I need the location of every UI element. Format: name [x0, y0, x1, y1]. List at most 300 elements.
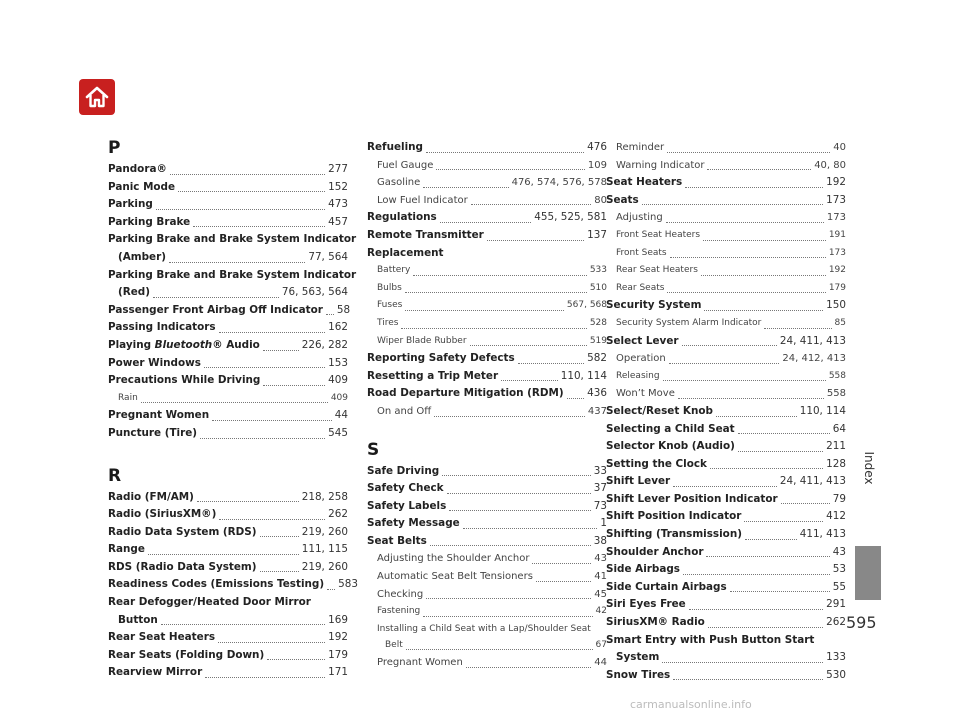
index-entry[interactable] — [108, 559, 348, 577]
index-entry[interactable] — [367, 463, 607, 481]
entry-pages[interactable]: 457 — [328, 215, 348, 228]
entry-label: Shift Lever Position Indicator — [606, 492, 778, 505]
entry-pages[interactable]: 24, 411, 413 — [779, 475, 846, 488]
entry-pages[interactable]: 41 — [594, 571, 607, 583]
entry-pages[interactable]: 53 — [832, 563, 846, 576]
entry-label: Shifting (Transmission) — [606, 528, 742, 541]
entry-pages[interactable]: 152 — [328, 180, 348, 193]
leader-dots — [501, 371, 558, 381]
leader-dots — [738, 424, 830, 434]
entry-pages[interactable]: 73 — [593, 499, 607, 512]
entry-pages[interactable]: 67 — [595, 639, 607, 650]
leader-dots — [667, 143, 830, 153]
entry-pages[interactable]: 128 — [826, 457, 846, 470]
index-subentry[interactable] — [606, 385, 846, 403]
index-label: Index — [862, 451, 876, 485]
entry-label: Seats — [606, 193, 639, 206]
index-entry[interactable] — [606, 526, 846, 544]
leader-dots — [470, 336, 587, 346]
entry-pages[interactable]: 111, 115 — [301, 543, 348, 556]
entry-label: Precautions While Driving — [108, 374, 261, 387]
index-entry[interactable] — [108, 612, 348, 630]
index-subentry[interactable] — [367, 654, 607, 672]
index-entry[interactable] — [108, 506, 348, 524]
entry-pages[interactable]: 191 — [828, 229, 846, 240]
index-entry[interactable] — [606, 614, 846, 632]
entry-label: Rearview Mirror — [108, 666, 203, 679]
entry-label: Rear Seats — [616, 282, 665, 293]
index-entry[interactable] — [606, 649, 846, 667]
index-entry[interactable] — [367, 385, 607, 403]
entry-pages[interactable]: 1 — [600, 517, 607, 530]
entry-pages[interactable]: 85 — [834, 317, 846, 328]
entry-pages[interactable]: 412 — [826, 510, 846, 523]
entry-label: Playing Bluetooth® Audio — [108, 338, 260, 351]
index-subentry[interactable] — [606, 280, 846, 298]
section-letter-p: P — [108, 138, 121, 158]
index-subentry[interactable] — [606, 245, 846, 263]
leader-dots — [193, 217, 325, 227]
leader-dots — [678, 389, 824, 399]
leader-dots — [205, 668, 325, 678]
entry-label: Front Seat Heaters — [616, 229, 701, 240]
entry-pages[interactable]: 173 — [826, 193, 846, 206]
entry-pages[interactable]: 476, 574, 576, 578 — [511, 177, 607, 189]
home-button[interactable] — [79, 79, 115, 115]
entry-label: Selector Knob (Audio) — [606, 440, 735, 453]
index-entry[interactable] — [606, 491, 846, 509]
entry-pages[interactable]: 473 — [328, 198, 348, 211]
entry-label: Setting the Clock — [606, 457, 707, 470]
section-letter-r: R — [108, 465, 122, 486]
entry-pages[interactable]: 226, 282 — [301, 338, 348, 351]
entry-pages[interactable]: 211 — [826, 440, 846, 453]
leader-dots — [471, 195, 592, 205]
entry-label: Passenger Front Airbag Off Indicator — [108, 303, 323, 316]
entry-pages[interactable]: 583 — [338, 578, 358, 591]
home-icon — [83, 83, 111, 111]
entry-label: Rear Seat Heaters — [108, 631, 216, 644]
entry-label: Safe Driving — [367, 464, 440, 477]
entry-pages[interactable]: 77, 564 — [308, 250, 348, 263]
index-entry[interactable] — [108, 524, 348, 542]
entry-pages[interactable]: 519 — [589, 335, 607, 346]
entry-pages[interactable]: 192 — [828, 265, 846, 276]
entry-pages[interactable]: 80 — [594, 194, 607, 206]
leader-dots — [701, 266, 826, 276]
index-entry[interactable] — [606, 544, 846, 562]
index-subentry[interactable] — [367, 157, 607, 175]
entry-label: Shoulder Anchor — [606, 545, 704, 558]
leader-dots — [669, 354, 780, 364]
index-subentry-head — [367, 621, 607, 637]
entry-pages[interactable]: 153 — [328, 356, 348, 369]
entry-label: Readiness Codes (Emissions Testing) — [108, 578, 325, 591]
leader-dots — [442, 466, 591, 476]
entry-label: Releasing — [616, 370, 660, 381]
entry-pages[interactable]: 37 — [593, 482, 607, 495]
leader-dots — [212, 411, 332, 421]
entry-pages[interactable]: 179 — [328, 648, 348, 661]
index-entry[interactable] — [108, 284, 348, 302]
entry-label: Reporting Safety Defects — [367, 352, 515, 365]
index-subentry[interactable] — [367, 403, 607, 421]
index-entry[interactable] — [606, 403, 846, 421]
leader-dots — [148, 545, 299, 555]
entry-label: Gasoline — [377, 177, 421, 189]
entry-pages[interactable]: 44 — [334, 409, 348, 422]
index-entry[interactable] — [108, 337, 348, 355]
leader-dots — [662, 653, 823, 663]
leader-dots — [745, 530, 797, 540]
leader-dots — [326, 305, 334, 315]
entry-label: Shift Position Indicator — [606, 510, 742, 523]
entry-pages[interactable]: 42 — [595, 606, 607, 617]
entry-pages[interactable]: 510 — [589, 282, 607, 293]
entry-label: Seat Belts — [367, 534, 427, 547]
index-entry[interactable] — [367, 350, 607, 368]
entry-pages[interactable]: 24, 412, 413 — [782, 353, 846, 365]
index-entry[interactable] — [367, 139, 607, 157]
leader-dots — [466, 658, 591, 668]
leader-dots — [567, 389, 585, 399]
entry-pages[interactable]: 109 — [587, 159, 607, 171]
entry-pages[interactable]: 530 — [826, 668, 846, 681]
index-entry[interactable] — [606, 174, 846, 192]
leader-dots — [170, 165, 325, 175]
entry-pages[interactable]: 162 — [328, 321, 348, 334]
index-entry[interactable] — [367, 533, 607, 551]
entry-label: Shift Lever — [606, 475, 671, 488]
index-subentry[interactable] — [108, 390, 348, 408]
leader-dots — [673, 670, 823, 680]
leader-dots — [406, 640, 593, 650]
entry-label: Parking Brake — [108, 215, 191, 228]
entry-pages[interactable]: 219, 260 — [301, 560, 348, 573]
entry-pages[interactable]: 137 — [587, 228, 607, 241]
entry-label: Rain — [118, 392, 138, 403]
leader-dots — [178, 182, 325, 192]
entry-pages[interactable]: 110, 114 — [799, 404, 846, 417]
entry-label: Safety Labels — [367, 499, 447, 512]
leader-dots — [156, 200, 325, 210]
index-subentry[interactable] — [367, 568, 607, 586]
leader-dots — [532, 554, 591, 564]
entry-label: Seat Heaters — [606, 176, 683, 189]
entry-pages[interactable]: 169 — [328, 613, 348, 626]
leader-dots — [401, 319, 586, 329]
index-entry[interactable] — [108, 355, 348, 373]
entry-pages[interactable]: 43 — [832, 545, 846, 558]
index-subentry[interactable] — [367, 637, 607, 655]
leader-dots — [716, 407, 797, 417]
leader-dots — [260, 562, 299, 572]
index-subentry[interactable] — [606, 139, 846, 157]
index-entry[interactable] — [606, 473, 846, 491]
leader-dots — [153, 288, 279, 298]
index-entry[interactable] — [606, 667, 846, 685]
leader-dots — [219, 323, 326, 333]
index-entry[interactable] — [108, 629, 348, 647]
entry-pages[interactable]: 110, 114 — [560, 369, 607, 382]
entry-label: Operation — [616, 353, 666, 365]
entry-pages[interactable]: 409 — [330, 392, 348, 403]
leader-dots — [430, 536, 591, 546]
leader-dots — [413, 266, 587, 276]
entry-label: Road Departure Mitigation (RDM) — [367, 387, 564, 400]
entry-label: Won’t Move — [616, 388, 675, 400]
leader-dots — [263, 376, 325, 386]
index-entry[interactable] — [108, 179, 348, 197]
leader-dots — [738, 442, 823, 452]
entry-label: Parking Brake and Brake System Indicator — [108, 268, 357, 281]
entry-label: Pregnant Women — [377, 657, 463, 669]
entry-label: Adjusting — [616, 212, 663, 224]
leader-dots — [518, 354, 584, 364]
entry-pages[interactable]: 40 — [833, 142, 846, 153]
index-entry[interactable] — [367, 515, 607, 533]
index-entry[interactable] — [606, 192, 846, 210]
index-entry[interactable] — [108, 647, 348, 665]
index-entry[interactable] — [367, 227, 607, 245]
entry-pages[interactable]: 533 — [589, 265, 607, 276]
index-entry[interactable] — [367, 498, 607, 516]
entry-pages[interactable]: 173 — [828, 247, 846, 258]
section-letter-s: S — [367, 439, 380, 460]
index-entry[interactable] — [606, 297, 846, 315]
entry-label-cont: (Amber) — [118, 250, 166, 263]
entry-label: Automatic Seat Belt Tensioners — [377, 571, 533, 583]
entry-label: Fastening — [377, 606, 421, 617]
entry-label: Radio (SiriusXM®) — [108, 508, 217, 521]
leader-dots — [487, 231, 584, 241]
entry-pages[interactable]: 79 — [832, 492, 846, 505]
leader-dots — [685, 178, 823, 188]
leader-dots — [710, 459, 823, 469]
index-entry[interactable] — [108, 541, 348, 559]
entry-label: Range — [108, 543, 145, 556]
entry-pages[interactable]: 409 — [328, 374, 348, 387]
entry-pages[interactable]: 24, 411, 413 — [779, 334, 846, 347]
entry-pages[interactable]: 64 — [832, 422, 846, 435]
index-entry[interactable] — [606, 561, 846, 579]
index-subentry[interactable] — [367, 297, 607, 315]
entry-label: Checking — [377, 588, 424, 600]
index-entry[interactable] — [108, 249, 348, 267]
entry-label: Wiper Blade Rubber — [377, 335, 467, 346]
entry-label: Warning Indicator — [616, 159, 705, 171]
entry-pages[interactable]: 262 — [826, 616, 846, 629]
entry-label-cont: System — [616, 651, 660, 664]
index-entry[interactable] — [108, 196, 348, 214]
entry-pages[interactable]: 38 — [593, 534, 607, 547]
index-tab[interactable] — [855, 546, 881, 600]
leader-dots — [426, 589, 591, 599]
leader-dots — [161, 615, 325, 625]
entry-pages[interactable]: 173 — [826, 212, 846, 224]
leader-dots — [706, 547, 829, 557]
leader-dots — [218, 633, 325, 643]
leader-dots — [436, 160, 585, 170]
entry-pages[interactable]: 437 — [587, 405, 607, 417]
leader-dots — [730, 582, 830, 592]
entry-label: Security System — [606, 299, 702, 312]
index-entry[interactable] — [108, 161, 348, 179]
entry-pages[interactable]: 43 — [594, 553, 607, 565]
leader-dots — [204, 358, 325, 368]
entry-pages[interactable]: 55 — [832, 580, 846, 593]
index-entry[interactable] — [108, 489, 348, 507]
entry-pages[interactable]: 582 — [587, 352, 607, 365]
index-subentry[interactable] — [367, 192, 607, 210]
entry-pages[interactable]: 133 — [826, 651, 846, 664]
entry-pages[interactable]: 262 — [328, 508, 348, 521]
entry-pages[interactable]: 179 — [828, 282, 846, 293]
leader-dots — [683, 565, 830, 575]
entry-pages[interactable]: 567, 568 — [566, 300, 607, 311]
entry-pages[interactable]: 44 — [594, 657, 607, 669]
leader-dots — [169, 253, 305, 263]
leader-dots — [781, 494, 830, 504]
index-subentry[interactable] — [367, 174, 607, 192]
entry-label: Puncture (Tire) — [108, 426, 198, 439]
index-entry[interactable] — [606, 438, 846, 456]
index-subentry[interactable] — [606, 368, 846, 386]
leader-dots — [200, 429, 325, 439]
leader-dots — [673, 477, 777, 487]
entry-label: Pandora® — [108, 163, 167, 175]
entry-label: Reminder — [616, 142, 665, 153]
entry-pages[interactable]: 291 — [826, 598, 846, 611]
entry-pages[interactable]: 558 — [828, 370, 846, 381]
entry-pages[interactable]: 58 — [336, 303, 351, 316]
entry-pages[interactable]: 528 — [589, 317, 607, 328]
entry-label: Snow Tires — [606, 668, 671, 681]
leader-dots — [703, 231, 826, 241]
entry-pages[interactable]: 40, 80 — [814, 159, 846, 171]
index-entry[interactable] — [606, 508, 846, 526]
entry-label-cont: (Red) — [118, 286, 150, 299]
entry-pages[interactable]: 476 — [587, 141, 607, 153]
entry-label: Selecting a Child Seat — [606, 422, 735, 435]
footer-watermark: carmanualsonline.info — [630, 698, 752, 711]
entry-pages[interactable]: 171 — [328, 666, 348, 679]
index-subentry[interactable] — [606, 262, 846, 280]
entry-pages[interactable]: 33 — [593, 464, 607, 477]
entry-pages[interactable]: 218, 258 — [301, 490, 348, 503]
leader-dots — [764, 319, 831, 329]
entry-label: Safety Message — [367, 517, 460, 530]
index-subentry[interactable] — [606, 315, 846, 333]
index-entry[interactable] — [108, 576, 358, 594]
entry-label: Fuel Gauge — [377, 159, 434, 171]
index-entry[interactable] — [108, 302, 351, 320]
index-subentry[interactable] — [367, 315, 607, 333]
entry-label: Power Windows — [108, 356, 201, 369]
index-entry[interactable] — [108, 319, 348, 337]
index-subentry[interactable] — [367, 603, 607, 621]
entry-label: Regulations — [367, 211, 437, 224]
entry-label: Rear Defogger/Heated Door Mirror — [108, 596, 311, 609]
index-subentry[interactable] — [606, 209, 846, 227]
leader-dots — [536, 572, 591, 582]
index-entry[interactable] — [367, 368, 607, 386]
entry-label: Battery — [377, 265, 411, 276]
index-entry[interactable] — [367, 209, 607, 227]
entry-label: Resetting a Trip Meter — [367, 369, 499, 382]
leader-dots — [434, 407, 585, 417]
entry-label: Select/Reset Knob — [606, 404, 713, 417]
leader-dots — [667, 283, 825, 293]
entry-pages[interactable]: 45 — [594, 588, 607, 600]
leader-dots — [704, 301, 823, 311]
index-column-1 — [108, 135, 358, 682]
index-entry[interactable] — [108, 425, 348, 443]
entry-pages[interactable]: 436 — [587, 387, 607, 400]
index-entry[interactable] — [108, 214, 348, 232]
entry-pages[interactable]: 192 — [826, 176, 846, 189]
index-entry[interactable] — [606, 596, 846, 614]
leader-dots — [423, 607, 592, 617]
leader-dots — [405, 301, 564, 311]
index-entry[interactable] — [108, 372, 348, 390]
entry-label: SiriusXM® Radio — [606, 616, 705, 629]
leader-dots — [267, 650, 325, 660]
index-subentry[interactable] — [367, 280, 607, 298]
index-entry[interactable] — [108, 664, 348, 682]
index-entry[interactable] — [606, 421, 846, 439]
index-entry[interactable] — [606, 579, 846, 597]
index-subentry[interactable] — [367, 262, 607, 280]
index-entry[interactable] — [367, 480, 607, 498]
entry-pages[interactable]: 455, 525, 581 — [534, 211, 607, 224]
index-subentry[interactable] — [606, 350, 846, 368]
leader-dots — [670, 248, 826, 258]
entry-label: Side Curtain Airbags — [606, 580, 727, 593]
entry-pages[interactable]: 192 — [328, 631, 348, 644]
leader-dots — [426, 143, 584, 153]
entry-label: Replacement — [367, 246, 444, 259]
leader-dots — [682, 336, 777, 346]
entry-label: RDS (Radio Data System) — [108, 560, 257, 573]
index-entry[interactable] — [108, 407, 348, 425]
entry-pages[interactable]: 545 — [328, 426, 348, 439]
leader-dots — [707, 160, 811, 170]
index-subentry[interactable] — [606, 157, 846, 175]
index-subentry[interactable] — [367, 550, 607, 568]
entry-label: On and Off — [377, 405, 432, 417]
entry-label: Radio (FM/AM) — [108, 490, 194, 503]
entry-pages[interactable]: 411, 413 — [799, 528, 846, 541]
entry-pages[interactable]: 150 — [826, 299, 846, 312]
entry-pages[interactable]: 277 — [328, 163, 348, 175]
index-entry[interactable] — [606, 333, 846, 351]
leader-dots — [141, 393, 328, 403]
entry-label: Radio Data System (RDS) — [108, 525, 257, 538]
entry-pages[interactable]: 76, 563, 564 — [281, 286, 348, 299]
index-subentry[interactable] — [367, 333, 607, 351]
leader-dots — [260, 527, 299, 537]
entry-label: Installing a Child Seat with a Lap/Shoulder Seat — [377, 623, 591, 634]
leader-dots — [642, 195, 823, 205]
entry-pages[interactable]: 558 — [826, 388, 846, 400]
index-subentry[interactable] — [367, 586, 607, 604]
entry-pages[interactable]: 219, 260 — [301, 525, 348, 538]
entry-label: Safety Check — [367, 482, 444, 495]
index-entry[interactable] — [606, 456, 846, 474]
index-subentry[interactable] — [606, 227, 846, 245]
entry-label: Siri Eyes Free — [606, 598, 686, 611]
